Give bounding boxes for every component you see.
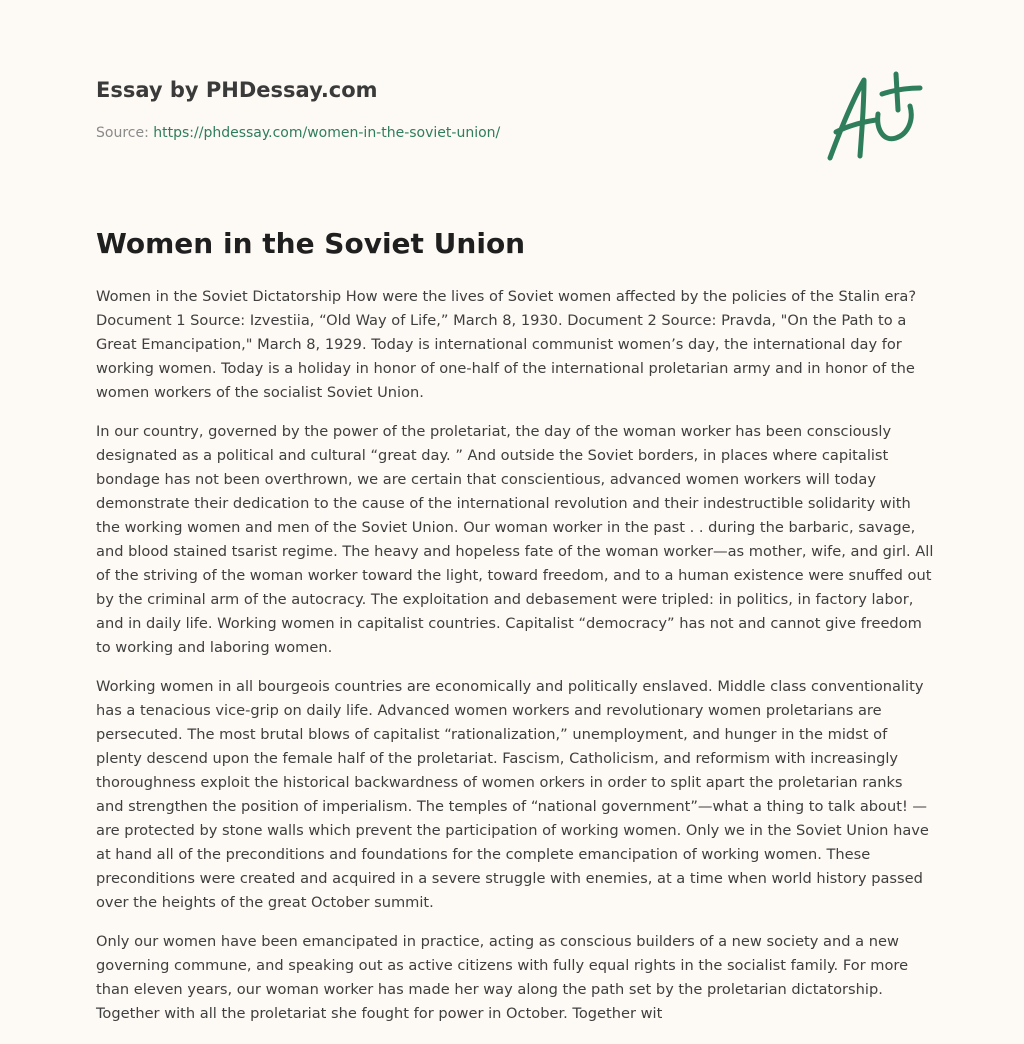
- brand-title: Essay by PHDessay.com: [96, 78, 378, 102]
- source-label: Source:: [96, 125, 154, 141]
- a-plus-logo-icon: [818, 66, 928, 166]
- page-header: [96, 76, 716, 142]
- essay-paragraph: Only our women have been emancipated in practice, acting as conscious builders of a new society and a new governing commune, and speaking out as active citizens with fully equal rights in the socialist family. For more than eleven years, our woman worker has made her way along the path set by the proletarian dictatorship. Together with all the proletariat she fought for power in October. Together wit: [96, 933, 909, 1022]
- essay-body: [96, 285, 934, 1041]
- essay-paragraph: Women in the Soviet Dictatorship How were the lives of Soviet women affected by the policies of the Stalin era? Document 1 Source: Izvestiia, “Old Way of Life,” March 8, 1930. Document 2 Source: Pravda, "On the Path to a Great Emancipation," March 8, 1929. Today is international communist women’s day, the international day for working women. Today is a holiday in honor of one-half of the international proletarian army and in honor of the women workers of the socialist Soviet Union.: [96, 288, 917, 401]
- source-link[interactable]: https://phdessay.com/women-in-the-soviet-union/: [153, 125, 501, 141]
- essay-paragraph: In our country, governed by the power of the proletariat, the day of the woman worker has been consciously designated as a political and cultural “great day. ” And outside the Soviet borders, in places where capitalist bondage has not been overthrown, we are certain that conscientious, advanced women workers will today demonstrate their dedication to the cause of the international revolution and their indestructible solidarity with the working women and men of the Soviet Union. Our woman worker in the past . . during the barbaric, savage, and blood stained tsarist regime. The heavy and hopeless fate of the woman worker—as mother, wife, and girl. All of the striving of the woman worker toward the light, toward freedom, and to a human existence were snuffed out by the criminal arm of the autocracy. The exploitation and debasement were tripled: in politics, in factory labor, and in daily life. Working women in capitalist countries. Capitalist “democracy” has not and cannot give freedom to working and laboring women.: [96, 423, 934, 656]
- essay-paragraph: Working women in all bourgeois countries are economically and politically enslaved. Middle class conventionality has a tenacious vice-grip on daily life. Advanced women workers and revolutionary women proletarians are persecuted. The most brutal blows of capitalist “rationalization,” unemployment, and hunger in the midst of plenty descend upon the female half of the proletariat. Fascism, Catholicism, and reformism with increasingly thoroughness exploit the historical backwardness of women orkers in order to split apart the proletarian ranks and strengthen the position of imperialism. The temples of “national government”—what a thing to talk about! — are protected by stone walls which prevent the participation of working women. Only we in the Soviet Union have at hand all of the preconditions and foundations for the complete emancipation of working women. These preconditions were created and acquired in a severe struggle with enemies, at a time when world history passed over the heights of the great October summit.: [96, 678, 929, 911]
- essay-title: Women in the Soviet Union: [96, 227, 526, 260]
- source-line: [96, 124, 716, 142]
